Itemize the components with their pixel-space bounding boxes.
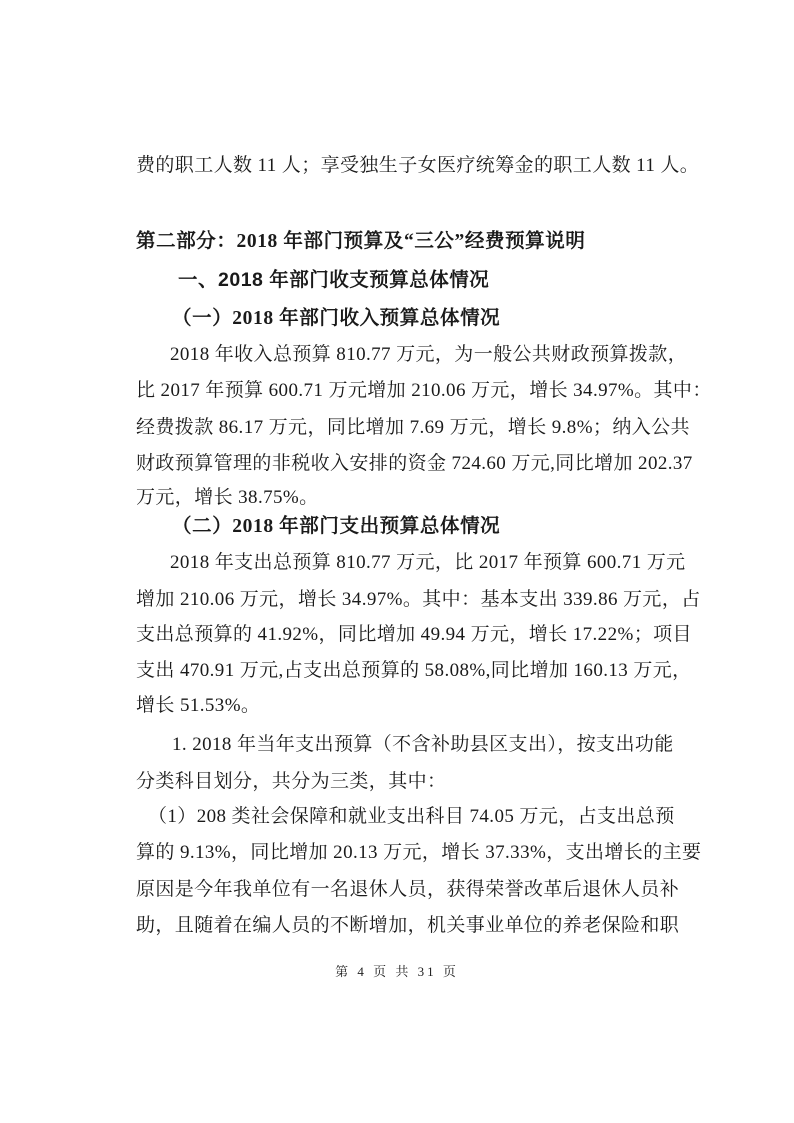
income-paragraph-line: 比 2017 年预算 600.71 万元增加 210.06 万元，增长 34.97%。其中： xyxy=(136,380,712,401)
expenditure-paragraph-line: 支出 470.91 万元,占支出总预算的 58.08%,同比增加 160.13 万元， xyxy=(136,660,692,681)
income-paragraph-line: 财政预算管理的非税收入安排的资金 724.60 万元,同比增加 202.37 xyxy=(136,453,693,474)
item1-paragraph-line: 算的 9.13%，同比增加 20.13 万元，增长 37.33%，支出增长的主要 xyxy=(136,842,702,863)
income-paragraph-line: 2018 年收入总预算 810.77 万元，为一般公共财政预算拨款， xyxy=(170,344,688,365)
expenditure-paragraph-line: 增加 210.06 万元，增长 34.97%。其中：基本支出 339.86 万元，占 xyxy=(136,589,701,610)
expenditure-subsection-heading: （二）2018 年部门支出预算总体情况 xyxy=(172,516,501,537)
item1-paragraph-line: （1）208 类社会保障和就业支出科目 74.05 万元，占支出总预 xyxy=(148,806,675,827)
income-paragraph-line: 万元，增长 38.75%。 xyxy=(136,487,319,508)
overview-section-heading: 一、2018 年部门收支预算总体情况 xyxy=(178,269,490,291)
expenditure-paragraph-line: 增长 51.53%。 xyxy=(136,695,261,716)
carryover-paragraph-line: 费的职工人数 11 人；享受独生子女医疗统筹金的职工人数 11 人。 xyxy=(136,155,700,176)
part2-heading: 第二部分：2018 年部门预算及“三公”经费预算说明 xyxy=(136,231,586,252)
income-paragraph-line: 经费拨款 86.17 万元，同比增加 7.69 万元，增长 9.8%；纳入公共 xyxy=(136,417,690,438)
functional-classification-intro-line: 1. 2018 年当年支出预算（不含补助县区支出），按支出功能 xyxy=(172,734,674,755)
expenditure-paragraph-line: 支出总预算的 41.92%，同比增加 49.94 万元，增长 17.22%；项目 xyxy=(136,624,692,645)
expenditure-paragraph-line: 2018 年支出总预算 810.77 万元，比 2017 年预算 600.71 万元 xyxy=(170,552,686,573)
item1-paragraph-line: 原因是今年我单位有一名退休人员，获得荣誉改革后退休人员补 xyxy=(136,879,680,900)
item1-paragraph-line: 助，且随着在编人员的不断增加，机关事业单位的养老保险和职 xyxy=(136,915,680,936)
functional-classification-intro-line: 分类科目划分，共分为三类，其中： xyxy=(136,771,447,792)
page-number-indicator: 第 4 页 共 31 页 xyxy=(335,964,459,979)
income-subsection-heading: （一）2018 年部门收入预算总体情况 xyxy=(172,308,501,329)
